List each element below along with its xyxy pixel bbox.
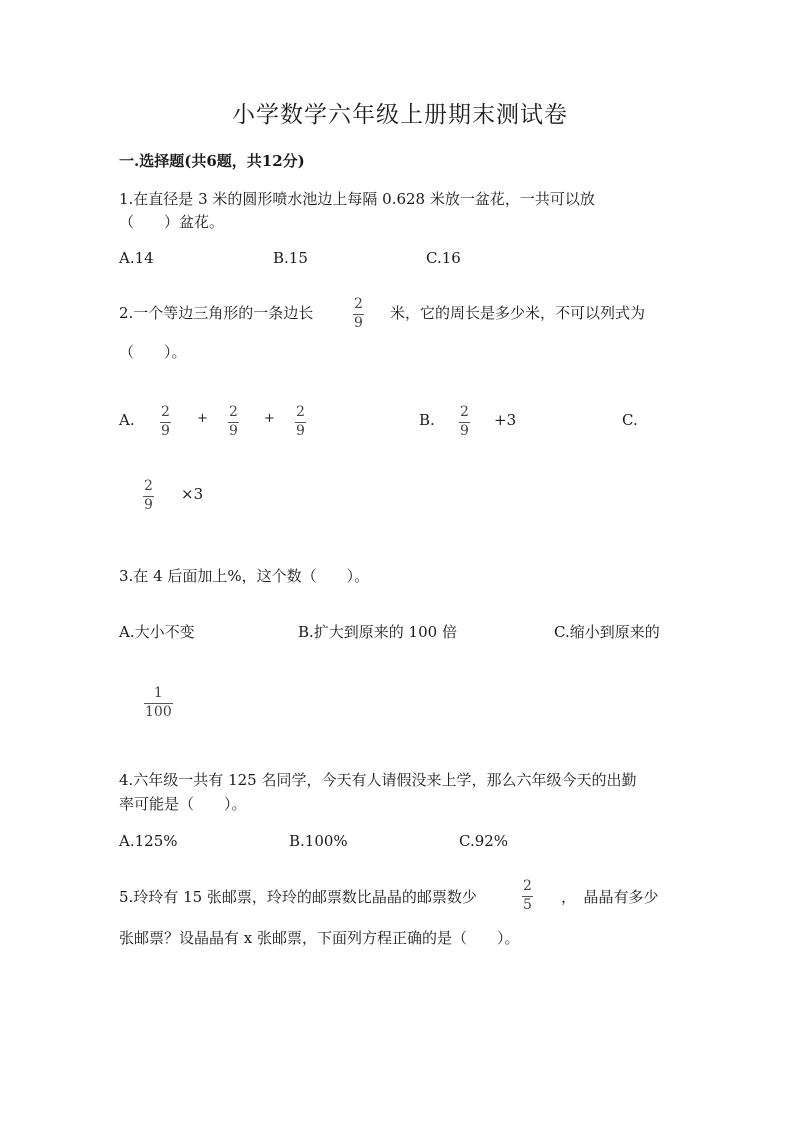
q2-option-a-fraction-3 bbox=[295, 405, 306, 439]
q2-option-b-fraction bbox=[459, 405, 470, 439]
q4-text-line1: 4.六年级一共有 125 名同学，今天有人请假没来上学，那么六年级今天的出勤 bbox=[119, 771, 637, 789]
q2-option-c[interactable]: C. bbox=[622, 411, 638, 429]
q2-option-b[interactable]: B. bbox=[419, 411, 435, 429]
q1-option-a[interactable]: A.14 bbox=[119, 249, 154, 267]
q4-option-c[interactable]: C.92% bbox=[459, 832, 509, 850]
q3-option-c[interactable]: C.缩小到原来的 bbox=[554, 623, 660, 641]
fraction-numerator: 2 bbox=[354, 296, 363, 312]
q2-option-a-fraction-2 bbox=[228, 405, 239, 439]
q2-option-a-fraction-1 bbox=[160, 405, 171, 439]
q3-option-b[interactable]: B.扩大到原来的 100 倍 bbox=[298, 623, 457, 641]
q3-option-a[interactable]: A.大小不变 bbox=[119, 623, 195, 641]
q5-text-start: 5.玲玲有 15 张邮票，玲玲的邮票数比晶晶的邮票数少 bbox=[119, 888, 477, 906]
fraction-numerator: 1 bbox=[153, 685, 163, 701]
fraction-numerator: 2 bbox=[229, 404, 238, 420]
q1-option-c[interactable]: C.16 bbox=[426, 249, 461, 267]
fraction-numerator: 2 bbox=[460, 404, 469, 420]
plus-sign: + bbox=[264, 411, 275, 426]
q4-option-b[interactable]: B.100% bbox=[289, 832, 348, 850]
fraction-numerator: 2 bbox=[161, 404, 170, 420]
fraction-denominator: 9 bbox=[161, 423, 170, 439]
q3-text: 3.在 4 后面加上%，这个数（ ）。 bbox=[119, 567, 370, 585]
q4-option-a[interactable]: A.125% bbox=[119, 832, 178, 850]
q1-text-line2: （ ）盆花。 bbox=[119, 213, 225, 231]
q2-text-end: 米，它的周长是多少米，不可以列式为 bbox=[390, 304, 646, 322]
q1-text-line1: 1.在直径是 3 米的圆形喷水池边上每隔 0.628 米放一盆花，一共可以放 bbox=[119, 190, 595, 208]
q2-text-line2: （ ）。 bbox=[119, 343, 187, 361]
q3-option-c-fraction bbox=[144, 686, 173, 720]
page-title: 小学数学六年级上册期末测试卷 bbox=[232, 102, 568, 128]
fraction-denominator: 9 bbox=[460, 423, 469, 439]
q2-option-c-tail: ×3 bbox=[181, 485, 204, 503]
q5-text-line2: 张邮票？设晶晶有 x 张邮票，下面列方程正确的是（ ）。 bbox=[119, 929, 520, 947]
q4-text-line2: 率可能是（ ）。 bbox=[119, 795, 247, 813]
plus-sign: + bbox=[197, 411, 208, 426]
fraction-numerator: 2 bbox=[523, 878, 532, 894]
q2-fraction bbox=[353, 297, 364, 331]
q2-option-a[interactable]: A. bbox=[119, 411, 135, 429]
q1-option-b[interactable]: B.15 bbox=[273, 249, 308, 267]
fraction-denominator: 9 bbox=[144, 497, 153, 513]
q2-text-start: 2.一个等边三角形的一条边长 bbox=[119, 304, 314, 322]
fraction-denominator: 9 bbox=[296, 423, 305, 439]
fraction-denominator: 9 bbox=[229, 423, 238, 439]
fraction-denominator: 100 bbox=[145, 704, 172, 720]
section-heading: 一.选择题(共6题，共12分) bbox=[119, 152, 305, 170]
fraction-denominator: 9 bbox=[354, 315, 363, 331]
q5-text-end: ， 晶晶有多少 bbox=[561, 888, 659, 906]
q2-option-b-tail: +3 bbox=[494, 411, 517, 429]
q2-option-c-fraction bbox=[143, 479, 154, 513]
fraction-denominator: 5 bbox=[523, 897, 532, 913]
fraction-numerator: 2 bbox=[144, 478, 153, 494]
q5-fraction bbox=[522, 879, 533, 913]
fraction-numerator: 2 bbox=[296, 404, 305, 420]
